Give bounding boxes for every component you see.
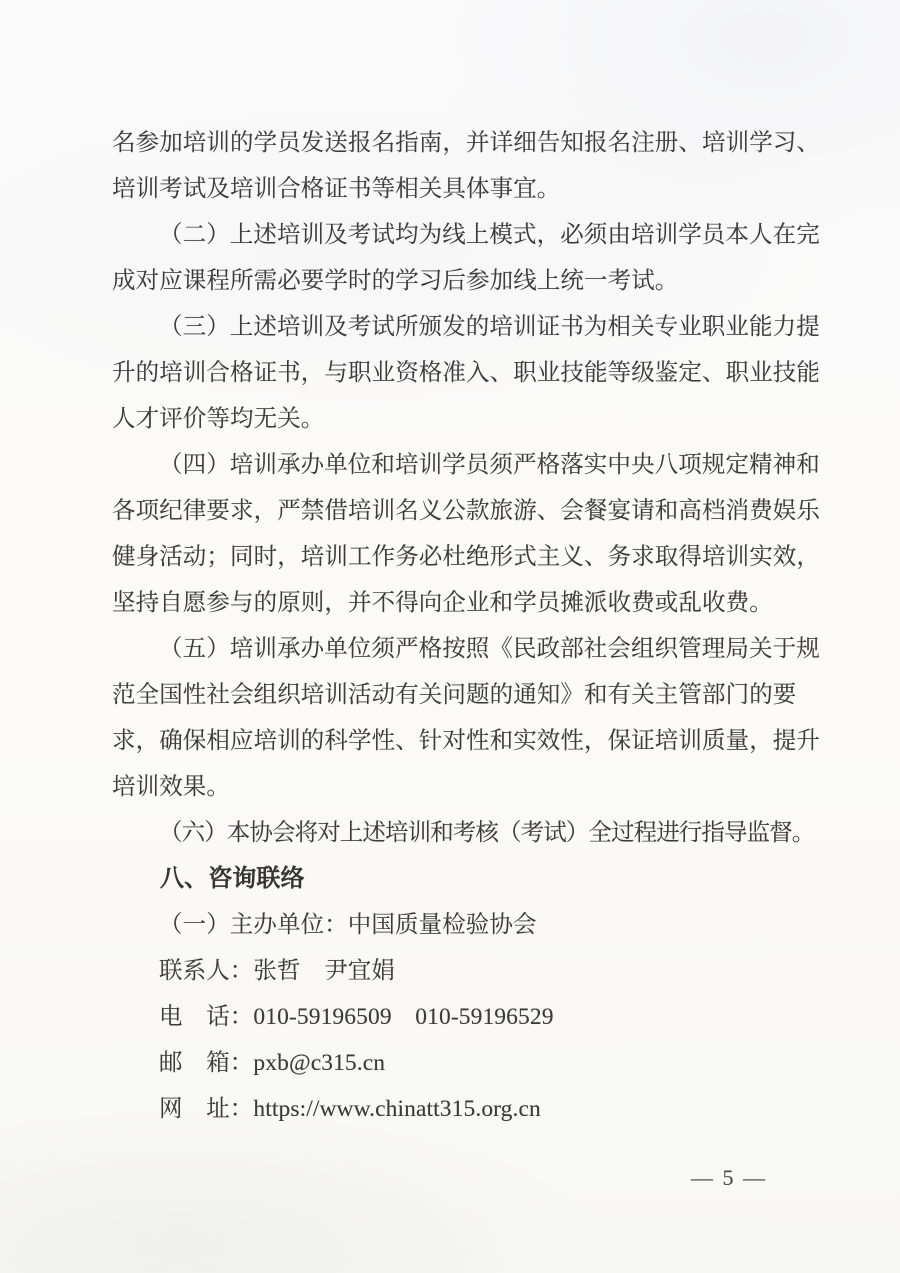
document-body [112, 120, 824, 1132]
paragraph-line: 健身活动；同时，培训工作务必杜绝形式主义、务求取得培训实效， [112, 544, 820, 570]
paragraph-line: 成对应课程所需必要学时的学习后参加线上统一考试。 [112, 268, 679, 294]
paragraph-item-5-line: （五）培训承办单位须严格按照《民政部社会组织管理局关于规 [159, 636, 820, 662]
page-number: — 5 — [691, 1165, 767, 1190]
organizer-line: （一）主办单位：中国质量检验协会 [159, 912, 537, 938]
paragraph-line: 各项纪律要求，严禁借培训名义公款旅游、会餐宴请和高档消费娱乐 [112, 498, 820, 524]
paragraph-item-3-line: （三）上述培训及考试所颁发的培训证书为相关专业职业能力提 [159, 314, 820, 340]
contact-phone-line: 电 话：010-59196509 010-59196529 [159, 1004, 554, 1030]
paragraph-item-6-line: （六）本协会将对上述培训和考核（考试）全过程进行指导监督。 [159, 820, 815, 846]
paragraph-line: 升的培训合格证书，与职业资格准入、职业技能等级鉴定、职业技能 [112, 360, 820, 386]
paragraph-line: 坚持自愿参与的原则，并不得向企业和学员摊派收费或乱收费。 [112, 590, 773, 616]
paragraph-line: 范全国性社会组织培训活动有关问题的通知》和有关主管部门的要 [112, 682, 797, 708]
paragraph-item-4-line: （四）培训承办单位和培训学员须严格落实中央八项规定精神和 [159, 452, 820, 478]
contact-email-line: 邮 箱：pxb@c315.cn [159, 1050, 386, 1076]
contact-website-line: 网 址：https://www.chinatt315.org.cn [159, 1096, 541, 1122]
paragraph-line: 培训考试及培训合格证书等相关具体事宜。 [112, 176, 561, 202]
section-heading-contact: 八、咨询联络 [160, 865, 305, 892]
paragraph-line: 求，确保相应培训的科学性、针对性和实效性，保证培训质量，提升 [112, 728, 820, 754]
paragraph-line: 人才评价等均无关。 [112, 406, 325, 432]
paragraph-item-2-line: （二）上述培训及考试均为线上模式，必须由培训学员本人在完 [159, 222, 820, 248]
contact-person-line: 联系人：张哲 尹宜娟 [159, 958, 395, 984]
paragraph-line: 名参加培训的学员发送报名指南，并详细告知报名注册、培训学习、 [112, 130, 820, 156]
paragraph-line: 培训效果。 [112, 774, 230, 800]
